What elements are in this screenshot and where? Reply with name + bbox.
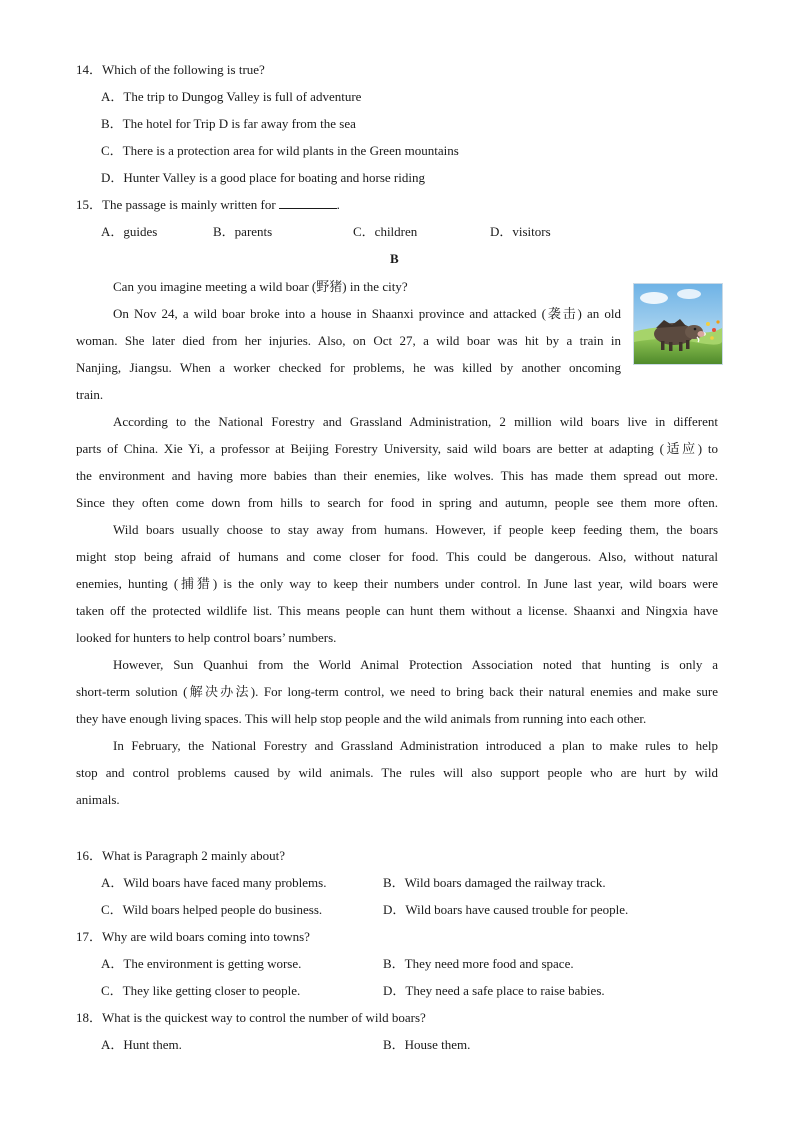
passage-p5-line-1: However, Sun Quanhui from the World Animal Protection Association noted that hunting is only a	[113, 657, 718, 672]
question-17-stem: 17．Why are wild boars coming into towns?	[76, 929, 310, 944]
section-title: B	[390, 251, 399, 266]
question-15-stem	[76, 196, 340, 214]
question-18-stem: 18．What is the quickest way to control the number of wild boars?	[76, 1010, 426, 1025]
passage-p3-line-4: Since they often come down from hills to search for food in spring and autumn, people see them more often.	[76, 495, 718, 510]
passage-p4-line-1: Wild boars usually choose to stay away from humans. However, if people keep feeding them, the boars	[113, 522, 718, 537]
passage-p3-line-2: parts of China. Xie Yi, a professor at Beijing Forestry University, said wild boars are better at adapting (适应) to	[76, 441, 718, 456]
passage-p4-line-2: might stop being afraid of humans and come closer for food. This could be dangerous. Also, without natural	[76, 549, 718, 564]
q14-option-d: D．Hunter Valley is a good place for boating and horse riding	[101, 170, 425, 185]
q18-option-a: A．Hunt them.	[101, 1037, 182, 1052]
q15-stem-text: 15．The passage is mainly written for	[76, 197, 276, 212]
q15-option-b: B．parents	[213, 224, 273, 239]
passage-p2-line-2: woman. She later died from her injuries. Also, on Oct 27, a wild boar was hit by a train in	[76, 333, 621, 348]
question-14-stem: 14．Which of the following is true?	[76, 62, 265, 77]
q15-option-d: D．visitors	[490, 224, 551, 239]
q18-option-b: B．House them.	[383, 1037, 471, 1052]
q16-option-a: A．Wild boars have faced many problems.	[101, 875, 327, 890]
passage-p4-line-3: enemies, hunting (捕猎) is the only way to keep their numbers under control. In June last year, wild boars were	[76, 576, 718, 591]
passage-p2-line-4: train.	[76, 387, 104, 402]
passage-p6-line-2: stop and control problems caused by wild animals. The rules will also support people who are hurt by wild	[76, 765, 718, 780]
passage-paragraph-1: Can you imagine meeting a wild boar (野猪) in the city?	[113, 279, 408, 294]
q15-option-a: A．guides	[101, 224, 158, 239]
q16-option-b: B．Wild boars damaged the railway track.	[383, 875, 606, 890]
passage-p3-line-3: the environment and having more babies than their enemies, like wolves. This has made them spread out more.	[76, 468, 718, 483]
answer-blank	[279, 196, 337, 209]
q17-option-a: A．The environment is getting worse.	[101, 956, 302, 971]
passage-p5-line-3: they have enough living spaces. This will help stop people and the wild animals from running into each other.	[76, 711, 647, 726]
passage-p4-line-4: taken off the protected wildlife list. This means people can hunt them without a license. Shaanxi and Ningxia have	[76, 603, 718, 618]
q17-option-d: D．They need a safe place to raise babies.	[383, 983, 605, 998]
wild-boar-picture	[634, 284, 722, 364]
passage-p4-line-5: looked for hunters to help control boars’ numbers.	[76, 630, 337, 645]
passage-p3-line-1: According to the National Forestry and Grassland Administration, 2 million wild boars live in different	[113, 414, 718, 429]
q14-option-b: B．The hotel for Trip D is far away from the sea	[101, 116, 356, 131]
q14-option-a: A．The trip to Dungog Valley is full of adventure	[101, 89, 362, 104]
passage-p6-line-1: In February, the National Forestry and Grassland Administration introduced a plan to make rules to help	[113, 738, 718, 753]
q17-option-c: C．They like getting closer to people.	[101, 983, 301, 998]
wild-boar-illustration	[633, 283, 723, 365]
question-16-stem: 16．What is Paragraph 2 mainly about?	[76, 848, 286, 863]
q16-option-c: C．Wild boars helped people do business.	[101, 902, 323, 917]
passage-p5-line-2: short-term solution (解决办法). For long-term control, we need to bring back their natural enemies and make sure	[76, 684, 718, 699]
passage-p6-line-3: animals.	[76, 792, 120, 807]
q15-option-c: C．children	[353, 224, 418, 239]
q16-option-d: D．Wild boars have caused trouble for people.	[383, 902, 629, 917]
q15-stem-end: .	[336, 197, 340, 212]
passage-p2-line-3: Nanjing, Jiangsu. When a worker checked for problems, he was killed by another oncoming	[76, 360, 621, 375]
q14-option-c: C．There is a protection area for wild plants in the Green mountains	[101, 143, 459, 158]
q17-option-b: B．They need more food and space.	[383, 956, 574, 971]
passage-p2-line-1: On Nov 24, a wild boar broke into a house in Shaanxi province and attacked (袭击) an old	[113, 306, 621, 321]
